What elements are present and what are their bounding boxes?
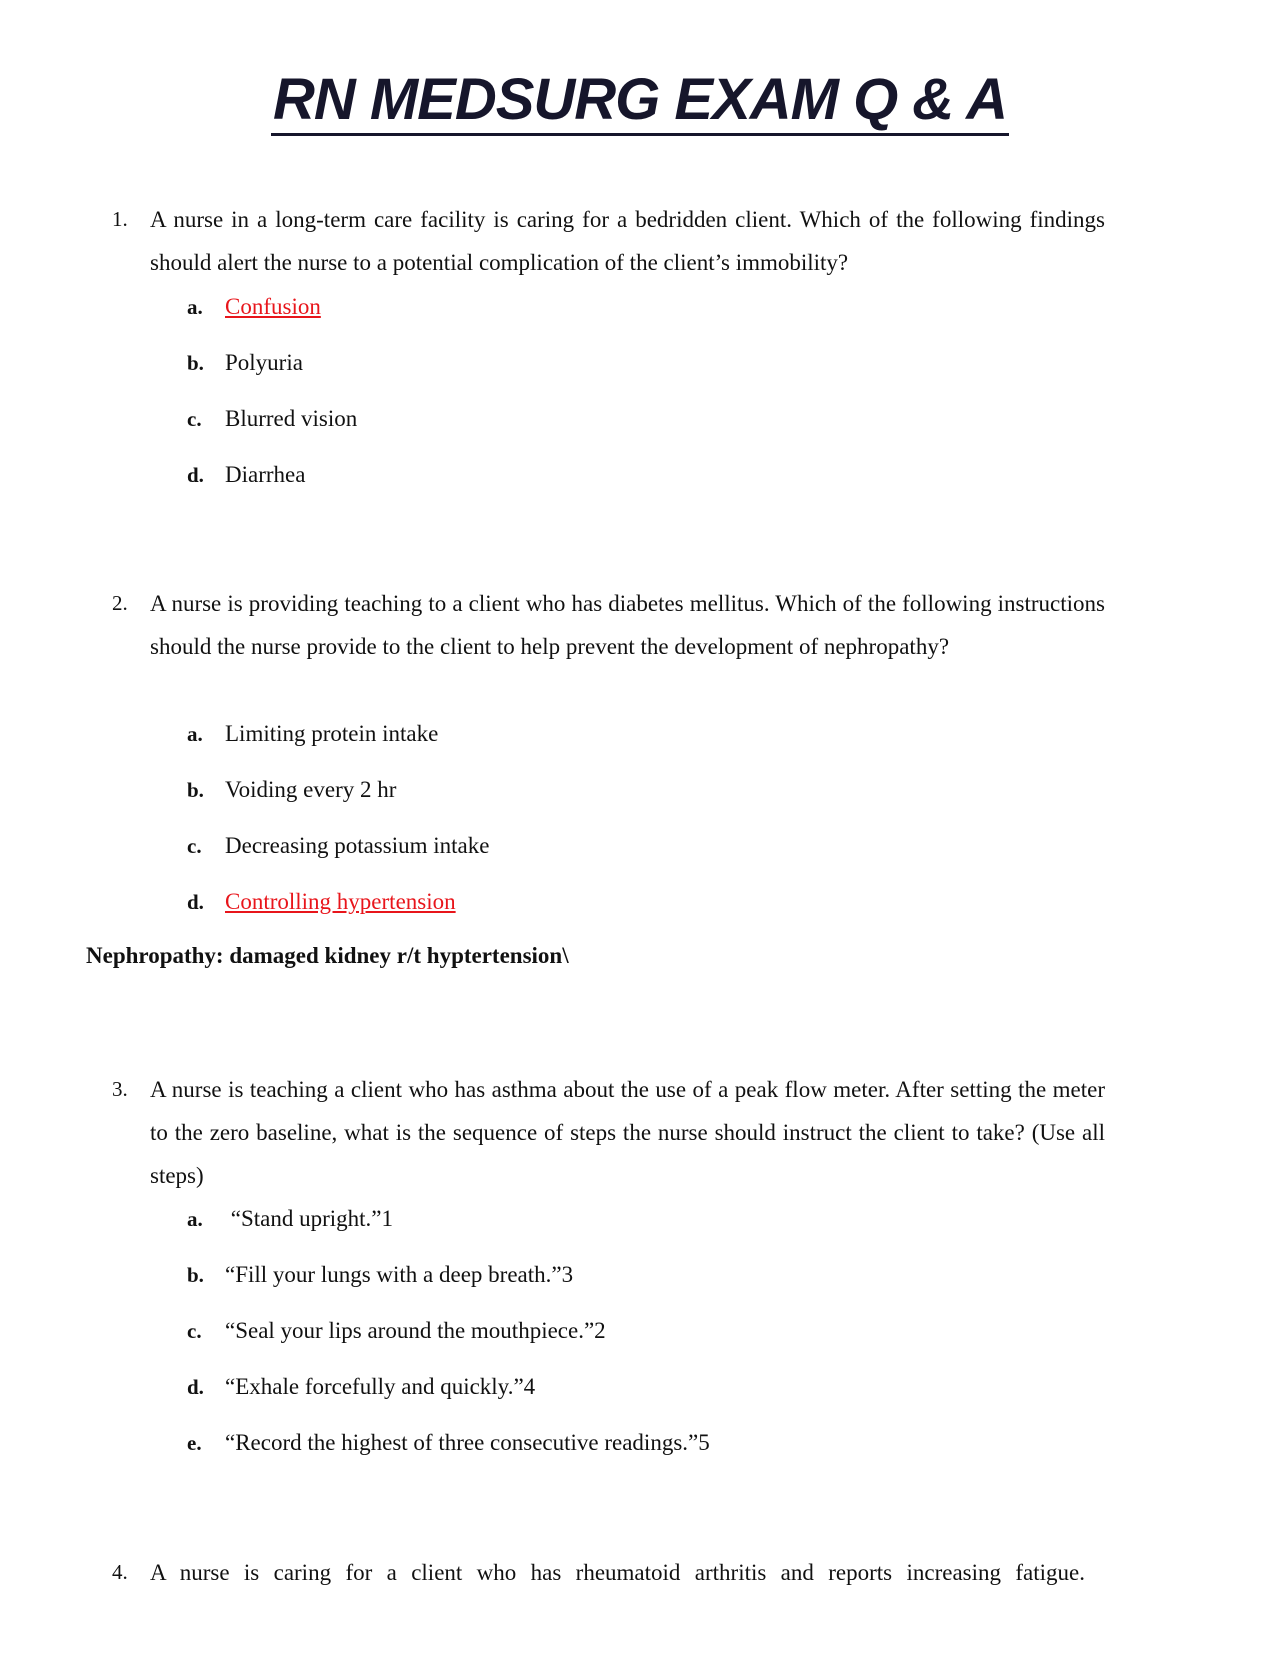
option-letter: b. bbox=[187, 351, 204, 375]
question-3-option-c bbox=[187, 1316, 606, 1346]
option-text: Diarrhea bbox=[225, 462, 306, 487]
question-2-number: 2. bbox=[112, 591, 128, 615]
question-1-text: A nurse in a long-term care facility is caring for a bedridden client. Which of the following findings should alert the nurse to a potential complication of the client’s immobility? bbox=[150, 207, 1105, 275]
question-3-option-e bbox=[187, 1428, 710, 1458]
option-text-correct: Confusion bbox=[225, 294, 321, 319]
question-3-option-b bbox=[187, 1260, 573, 1290]
question-2-note: Nephropathy: damaged kidney r/t hyptertension\ bbox=[86, 943, 569, 968]
question-2-option-c bbox=[187, 831, 489, 861]
option-letter: c. bbox=[187, 834, 202, 858]
question-1-number: 1. bbox=[112, 207, 128, 231]
option-letter: c. bbox=[187, 407, 202, 431]
question-1-option-c bbox=[187, 404, 357, 434]
option-text: “Record the highest of three consecutive readings.”5 bbox=[225, 1430, 710, 1455]
question-2-text: A nurse is providing teaching to a client who has diabetes mellitus. Which of the following instructions should the nurse provide to the client to help prevent the development of nephropathy? bbox=[150, 591, 1105, 659]
question-3-option-a bbox=[187, 1204, 393, 1234]
option-text-correct: Controlling hypertension bbox=[225, 889, 456, 914]
question-3-option-d bbox=[187, 1372, 535, 1402]
option-text: Decreasing potassium intake bbox=[225, 833, 490, 858]
option-letter: a. bbox=[187, 722, 203, 746]
option-text: Voiding every 2 hr bbox=[225, 777, 397, 802]
option-letter: d. bbox=[187, 1375, 204, 1399]
option-text: “Stand upright.”1 bbox=[225, 1206, 393, 1231]
option-text: Blurred vision bbox=[225, 406, 358, 431]
question-2-option-d bbox=[187, 887, 456, 917]
question-1-option-a bbox=[187, 292, 321, 322]
option-text: Polyuria bbox=[225, 350, 303, 375]
option-letter: b. bbox=[187, 778, 204, 802]
question-2-option-a bbox=[187, 719, 438, 749]
option-letter: d. bbox=[187, 463, 204, 487]
question-1-option-d bbox=[187, 460, 305, 490]
option-letter: d. bbox=[187, 890, 204, 914]
page-title-text: RN MEDSURG EXAM Q & A bbox=[271, 67, 1009, 136]
question-3-text: A nurse is teaching a client who has asthma about the use of a peak flow meter. After setting the meter to the zero baseline, what is the sequence of steps the nurse should instruct the client to take? (Use all steps) bbox=[150, 1077, 1105, 1188]
option-letter: e. bbox=[187, 1431, 202, 1455]
option-text: “Fill your lungs with a deep breath.”3 bbox=[225, 1262, 574, 1287]
option-text: “Exhale forcefully and quickly.”4 bbox=[225, 1374, 536, 1399]
option-letter: a. bbox=[187, 295, 203, 319]
option-letter: c. bbox=[187, 1319, 202, 1343]
question-1-option-b bbox=[187, 348, 303, 378]
option-text: Limiting protein intake bbox=[225, 721, 439, 746]
page-title bbox=[0, 60, 1280, 140]
question-4-number: 4. bbox=[112, 1560, 128, 1584]
option-letter: b. bbox=[187, 1263, 204, 1287]
question-4-text: A nurse is caring for a client who has rheumatoid arthritis and reports increasing fatigue. bbox=[150, 1560, 1085, 1585]
question-2-option-b bbox=[187, 775, 396, 805]
option-letter: a. bbox=[187, 1207, 203, 1231]
option-text: “Seal your lips around the mouthpiece.”2 bbox=[225, 1318, 606, 1343]
question-3-number: 3. bbox=[112, 1077, 128, 1101]
